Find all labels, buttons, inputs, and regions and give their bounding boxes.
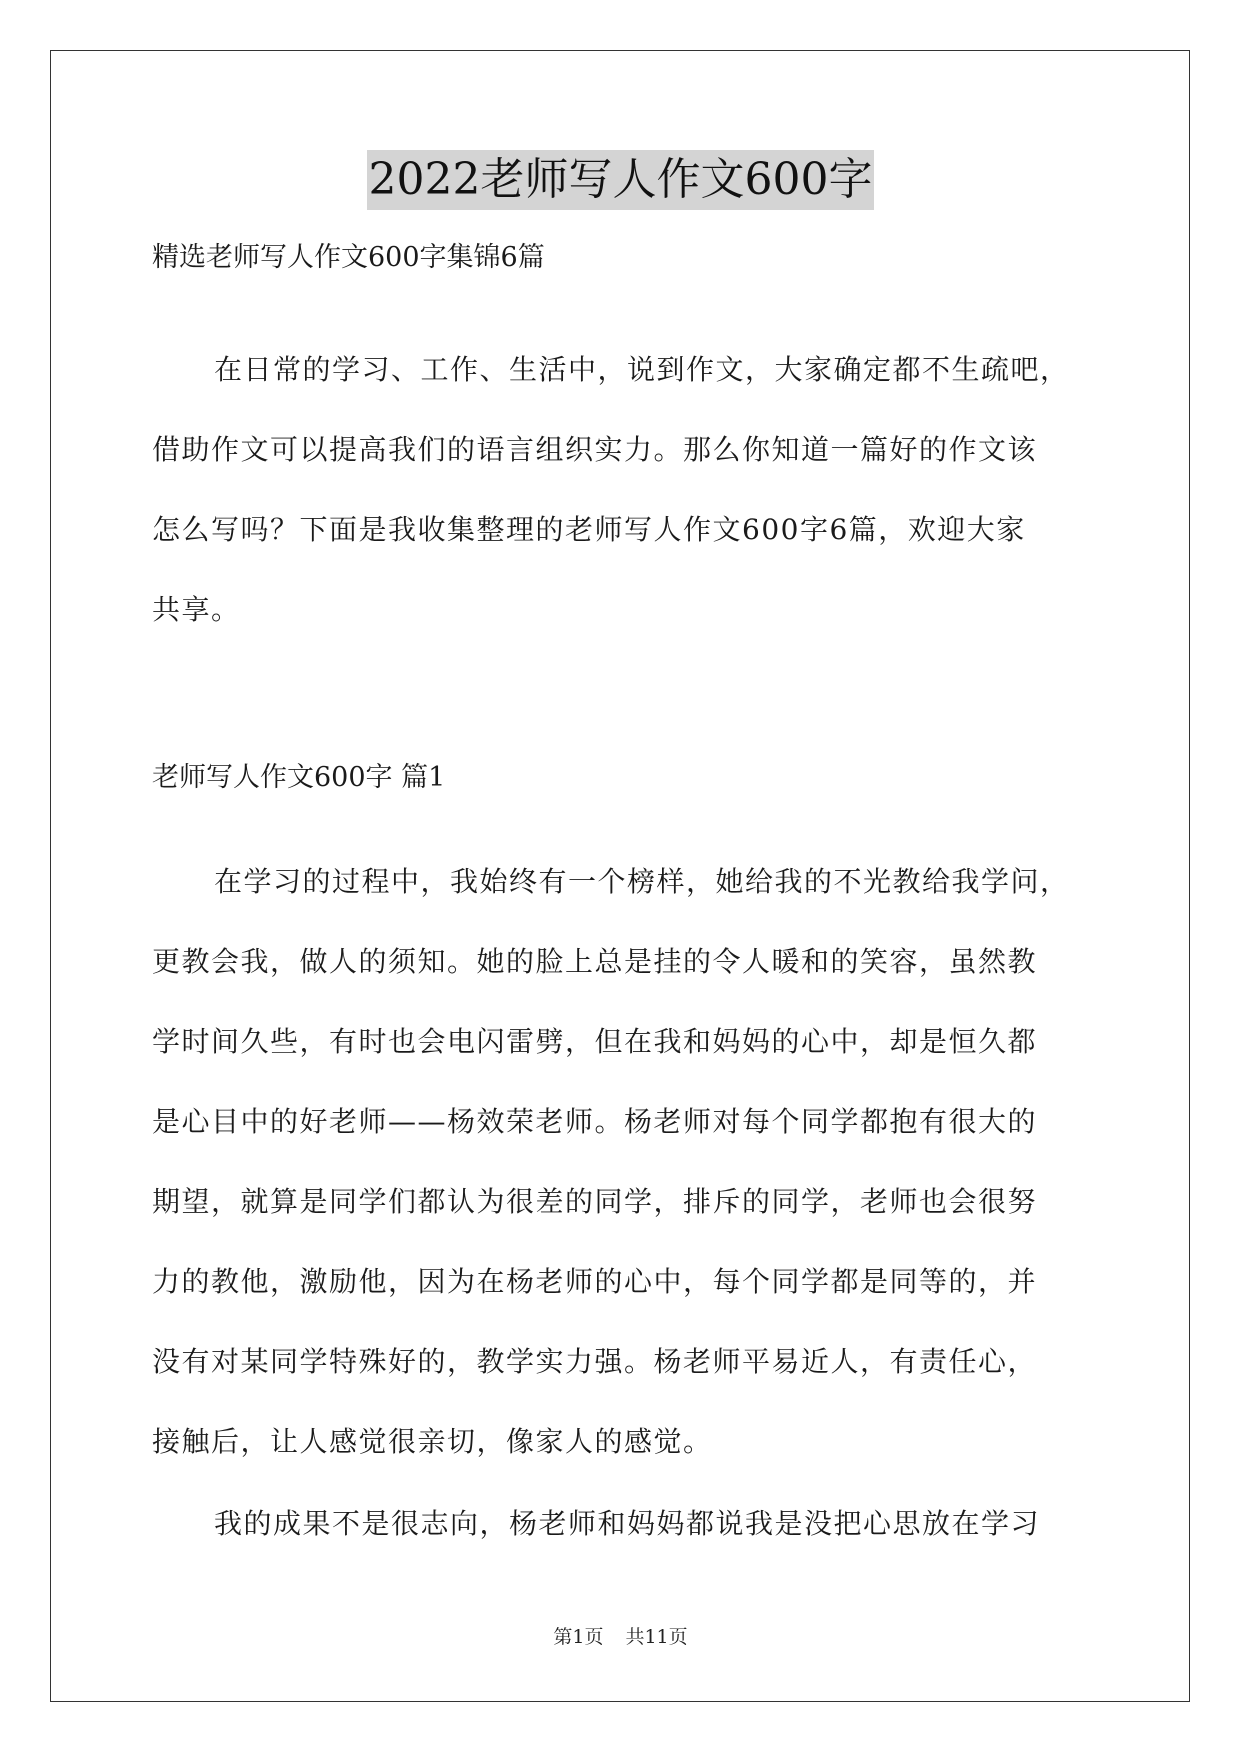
- paragraph-line: 是心目中的好老师——杨效荣老师。杨老师对每个同学都抱有很大的: [152, 1105, 1038, 1138]
- paragraph-line: 接触后，让人感觉很亲切，像家人的感觉。: [152, 1425, 713, 1458]
- paragraph-line: 学时间久些，有时也会电闪雷劈，但在我和妈妈的心中，却是恒久都: [152, 1025, 1038, 1058]
- page-footer: [0, 1624, 1241, 1650]
- paragraph-line: 没有对某同学特殊好的，教学实力强。杨老师平易近人，有责任心，: [152, 1345, 1038, 1378]
- paragraph-line: 力的教他，激励他，因为在杨老师的心中，每个同学都是同等的，并: [152, 1265, 1038, 1298]
- paragraph-line: 共享。: [152, 593, 241, 626]
- paragraph-line: 借助作文可以提高我们的语言组织实力。那么你知道一篇好的作文该: [152, 433, 1038, 466]
- paragraph-line: 我的成果不是很志向，杨老师和妈妈都说我是没把心思放在学习: [214, 1507, 1041, 1540]
- paragraph-line: 在日常的学习、工作、生活中，说到作文，大家确定都不生疏吧，: [214, 353, 1070, 386]
- paragraph-line: 在学习的过程中，我始终有一个榜样，她给我的不光教给我学问，: [214, 865, 1070, 898]
- document-title: 2022老师写人作文600字: [367, 150, 875, 210]
- document-subtitle: 精选老师写人作文600字集锦6篇: [152, 242, 545, 273]
- section-heading: 老师写人作文600字 篇1: [152, 762, 446, 793]
- paragraph-line: 怎么写吗？下面是我收集整理的老师写人作文600字6篇，欢迎大家: [152, 513, 1026, 546]
- paragraph-line: 更教会我，做人的须知。她的脸上总是挂的令人暖和的笑容，虽然教: [152, 945, 1038, 978]
- page-total: 共11页: [625, 1626, 688, 1648]
- title-container: [0, 150, 1241, 210]
- page-number: 第1页: [553, 1626, 604, 1648]
- paragraph-line: 期望，就算是同学们都认为很差的同学，排斥的同学，老师也会很努: [152, 1185, 1038, 1218]
